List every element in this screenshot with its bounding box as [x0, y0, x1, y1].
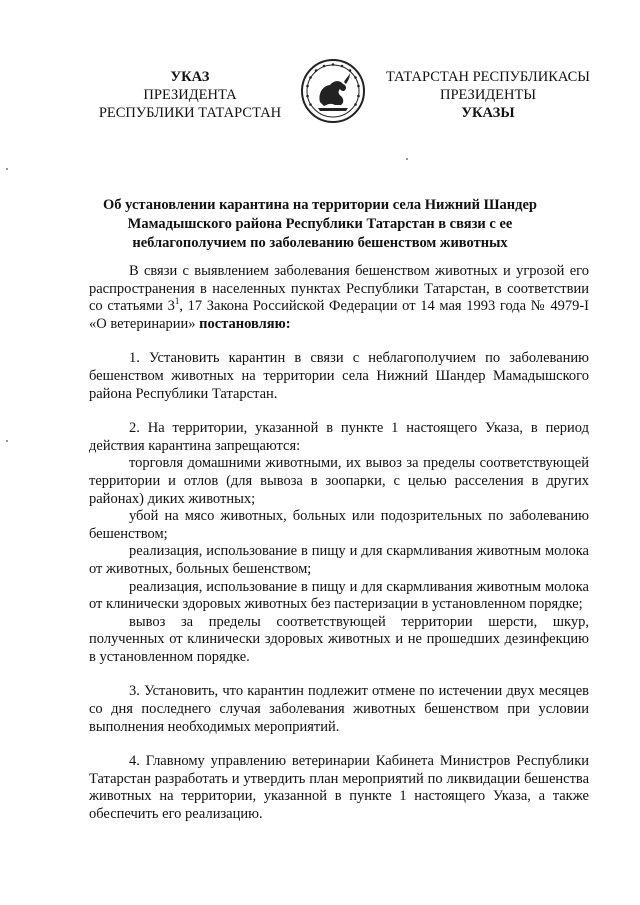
item-2-list-entry: реализация, использование в пищу и для скармливания животным молока от клинически здоровых животных без пастеризации в установленном порядке; [89, 578, 589, 613]
title-line: Мамадышского района Республики Татарстан в связи с ее [127, 216, 513, 232]
article-superscript: 1 [174, 296, 180, 307]
header-decree-word: УКАЗ [170, 69, 210, 85]
item-2-list-entry: торговля домашними животными, их вывоз за пределы соответствующей территории и отлов (для вывоза в зоопарки, с целью расселения в других районах) диких животных; [89, 455, 589, 507]
item-1-paragraph: 1. Установить карантин в связи с неблагополучием по заболеванию бешенством животных на территории села Нижний Шандер Мамадышского района Республики Татарстан. [89, 350, 589, 402]
header-republic-tatar: ТАТАРСТАН РЕСПУБЛИКАСЫ [386, 69, 590, 85]
decree-body [89, 263, 589, 824]
scan-speck [6, 168, 8, 170]
header-republic: РЕСПУБЛИКИ ТАТАРСТАН [98, 105, 282, 121]
item-2-intro: 2. На территории, указанной в пункте 1 настоящего Указа, в период действия карантина запрещаются: [89, 420, 589, 454]
decree-title [100, 196, 540, 253]
item-4-paragraph: 4. Главному управлению ветеринарии Кабинета Министров Республики Татарстан разработать и утвердить план мероприятий по ликвидации бешенства животных на территории, указанной в пункте 1 настоящего Указа, а также обеспечить его реализацию. [89, 753, 589, 823]
item-3-paragraph: 3. Установить, что карантин подлежит отмене по истечении двух месяцев со дня последнего случая заболевания животных бешенством при условии выполнения необходимых мероприятий. [89, 683, 589, 735]
scan-speck [406, 158, 408, 160]
header-russian [75, 68, 305, 122]
item-2-list-entry: убой на мясо животных, больных или подозрительных по заболеванию бешенством; [89, 508, 589, 542]
title-line: Об установлении карантина на территории села Нижний Шандер [103, 197, 537, 213]
preamble-paragraph [89, 263, 589, 333]
decree-word: постановляю [199, 315, 286, 332]
header-decree-word-tatar: УКАЗЫ [461, 105, 515, 121]
preamble-text: В связи с выявлением заболевания бешенством животных и угрозой его распространения в населенных пунктах Республики Татарстан, в соответствии со статьями 3 [89, 263, 589, 315]
header-president-tatar: ПРЕЗИДЕНТЫ [439, 87, 537, 103]
preamble-text-continued: , 17 Закона Российской Федерации от 14 мая 1993 года № 4979-I «О ветеринарии» [89, 298, 589, 332]
tatarstan-coat-of-arms-icon [300, 58, 366, 124]
decree-colon: : [285, 315, 291, 332]
title-line: неблагополучием по заболеванию бешенством животных [132, 235, 508, 251]
header-tatar [373, 68, 603, 122]
header-president: ПРЕЗИДЕНТА [143, 87, 237, 103]
scan-speck [6, 440, 8, 442]
item-2-list-entry: реализация, использование в пищу и для скармливания животным молока от животных, больных бешенством; [89, 543, 589, 577]
item-2-list-entry: вывоз за пределы соответствующей территории шерсти, шкур, полученных от клинически здоровых животных и не прошедших дезинфекцию в установленном порядке. [89, 613, 589, 665]
